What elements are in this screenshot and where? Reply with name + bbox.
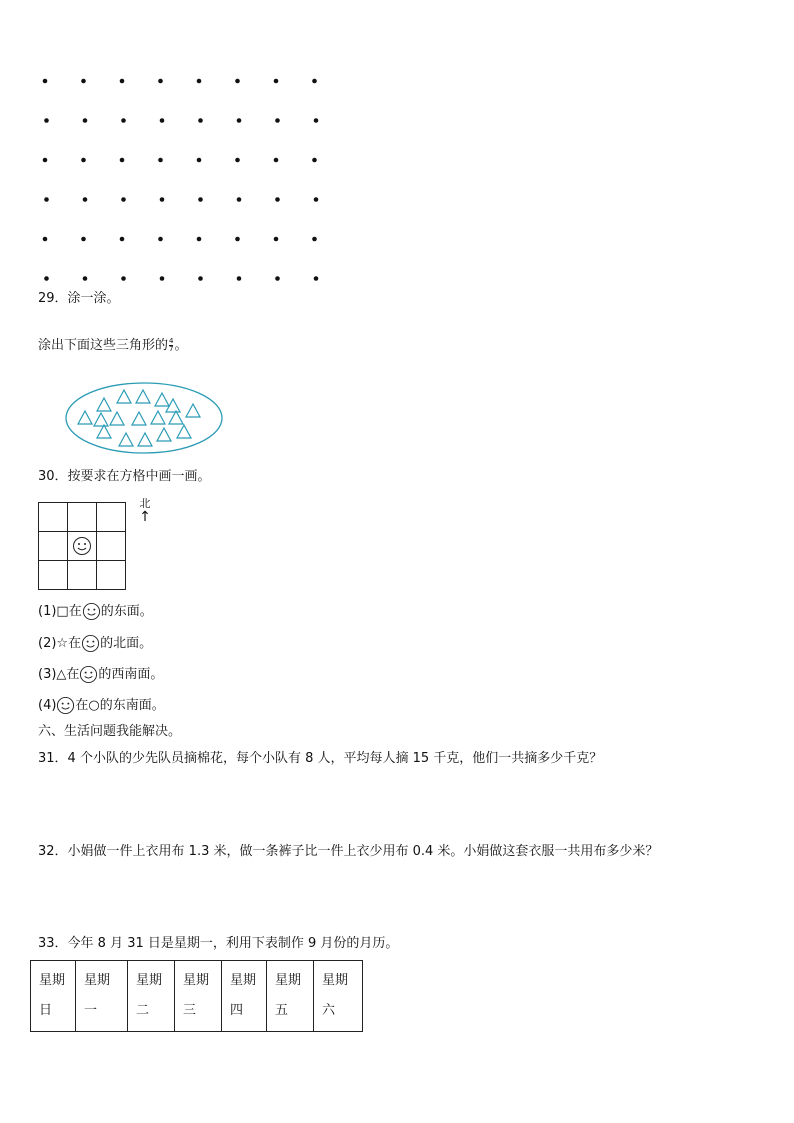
grid-dot[interactable]: [43, 237, 48, 242]
weekday-label-top: 星期: [39, 973, 66, 988]
grid-dot[interactable]: [121, 118, 126, 123]
weekday-label-top: 星期: [136, 973, 163, 988]
weekday-label-top: 星期: [230, 973, 257, 988]
triangle-ellipse-figure: [60, 378, 230, 458]
grid-dot[interactable]: [43, 158, 48, 163]
grid-cell[interactable]: [39, 561, 68, 590]
triangle-shape[interactable]: [155, 393, 169, 406]
grid-dot[interactable]: [81, 158, 86, 163]
grid-dot[interactable]: [237, 118, 242, 123]
weekday-label-bottom: 一: [84, 1003, 98, 1018]
weekday-label-bottom: 六: [322, 1003, 336, 1018]
grid-dot[interactable]: [44, 118, 49, 123]
q31-text: 31．4 个小队的少先队员摘棉花，每个小队有 8 人，平均每人摘 15 千克，他们一共摘多少千克？: [38, 751, 603, 766]
grid-dot[interactable]: [197, 158, 202, 163]
q30-item-1: (1)□在 的东面。: [38, 604, 153, 619]
triangle-shape[interactable]: [136, 390, 150, 403]
weekday-label-bottom: 四: [230, 1003, 244, 1018]
triangle-shape[interactable]: [151, 411, 165, 424]
weekday-label-top: 星期: [322, 973, 349, 988]
q29-instruction: 涂出下面这些三角形的 $\frac{4}{7}$ 。: [38, 337, 188, 353]
smiley-icon: [79, 665, 98, 684]
q30-item-2: (2)☆在 的北面。: [38, 636, 153, 651]
grid-dot[interactable]: [275, 276, 280, 281]
grid-dot[interactable]: [43, 79, 48, 84]
grid-cell[interactable]: [97, 561, 126, 590]
triangle-shape[interactable]: [94, 413, 108, 426]
north-label: 北: [139, 497, 151, 510]
grid-dot[interactable]: [83, 118, 88, 123]
smiley-icon: [82, 602, 101, 621]
grid-dot[interactable]: [235, 237, 240, 242]
grid-cell[interactable]: [97, 532, 126, 561]
grid-dot[interactable]: [198, 197, 203, 202]
triangle-shape[interactable]: [119, 433, 133, 446]
grid-dot[interactable]: [120, 79, 125, 84]
grid-dot[interactable]: [312, 158, 317, 163]
triangle-shape[interactable]: [97, 398, 111, 411]
smiley-icon: [81, 634, 100, 653]
grid-dot[interactable]: [83, 197, 88, 202]
q30-title: 30．按要求在方格中画一画。: [38, 469, 211, 484]
grid-dot[interactable]: [314, 276, 319, 281]
grid-dot[interactable]: [160, 276, 165, 281]
grid-dot[interactable]: [44, 276, 49, 281]
q30-item-3: (3)△在 的西南面。: [38, 667, 164, 682]
grid-dot[interactable]: [81, 237, 86, 242]
grid-dot[interactable]: [158, 79, 163, 84]
grid-cell[interactable]: [39, 503, 68, 532]
smiley-icon: [72, 536, 92, 556]
section-6-title: 六、生活问题我能解决。: [38, 724, 182, 739]
fraction-four-sevenths: $\frac{4}{7}$: [169, 337, 174, 353]
calendar-header-cell: [175, 961, 222, 1032]
weekday-label-bottom: 五: [275, 1003, 289, 1018]
calendar-header-table: [30, 960, 363, 1032]
grid-dot[interactable]: [81, 79, 86, 84]
calendar-header-cell: [76, 961, 128, 1032]
weekday-label-bottom: 三: [183, 1003, 197, 1018]
grid-dot[interactable]: [197, 79, 202, 84]
direction-grid: [38, 502, 126, 590]
dot-grid: [30, 70, 330, 290]
grid-dot[interactable]: [274, 79, 279, 84]
calendar-header-cell: [267, 961, 314, 1032]
triangle-shape[interactable]: [177, 425, 191, 438]
grid-dot[interactable]: [120, 237, 125, 242]
weekday-label-top: 星期: [183, 973, 210, 988]
weekday-label-top: 星期: [275, 973, 302, 988]
grid-dot[interactable]: [121, 276, 126, 281]
triangle-shape[interactable]: [132, 412, 146, 425]
grid-dot[interactable]: [274, 237, 279, 242]
q30-item-4: (4) 在○的东南面。: [38, 698, 165, 713]
q29-title: 29．涂一涂。: [38, 291, 120, 306]
triangle-shape[interactable]: [186, 404, 200, 417]
grid-dot[interactable]: [160, 118, 165, 123]
q32-text: 32．小娟做一件上衣用布 1.3 米，做一条裤子比一件上衣少用布 0.4 米。小娟做这套衣服一共用布多少米？: [38, 844, 659, 859]
smiley-icon: [56, 696, 75, 715]
grid-dot[interactable]: [314, 197, 319, 202]
calendar-header-cell: [314, 961, 363, 1032]
grid-dot[interactable]: [160, 197, 165, 202]
weekday-label-top: 星期: [84, 973, 111, 988]
grid-dot[interactable]: [83, 276, 88, 281]
grid-cell[interactable]: [97, 503, 126, 532]
calendar-header-cell: [128, 961, 175, 1032]
grid-cell[interactable]: [68, 503, 97, 532]
grid-dot[interactable]: [312, 237, 317, 242]
grid-cell-center[interactable]: [68, 532, 97, 561]
grid-dot[interactable]: [158, 158, 163, 163]
grid-cell[interactable]: [68, 561, 97, 590]
grid-cell[interactable]: [39, 532, 68, 561]
grid-dot[interactable]: [237, 197, 242, 202]
triangle-shape[interactable]: [78, 411, 92, 424]
grid-dot[interactable]: [312, 79, 317, 84]
grid-dot[interactable]: [235, 79, 240, 84]
grid-dot[interactable]: [275, 197, 280, 202]
calendar-header-cell: [31, 961, 76, 1032]
north-arrow-icon: ↑: [139, 509, 151, 525]
grid-dot[interactable]: [44, 197, 49, 202]
calendar-header-cell: [222, 961, 267, 1032]
q33-text: 33．今年 8 月 31 日是星期一，利用下表制作 9 月份的月历。: [38, 936, 399, 951]
weekday-label-bottom: 日: [39, 1003, 53, 1018]
north-indicator: [138, 498, 152, 524]
triangle-shape[interactable]: [117, 390, 131, 403]
grid-dot[interactable]: [198, 276, 203, 281]
grid-dot[interactable]: [314, 118, 319, 123]
triangle-shape[interactable]: [97, 425, 111, 438]
grid-dot[interactable]: [198, 118, 203, 123]
grid-dot[interactable]: [237, 276, 242, 281]
grid-dot[interactable]: [120, 158, 125, 163]
triangle-shape[interactable]: [138, 433, 152, 446]
triangle-shape[interactable]: [110, 412, 124, 425]
triangle-shape[interactable]: [169, 411, 183, 424]
grid-dot[interactable]: [235, 158, 240, 163]
grid-dot[interactable]: [158, 237, 163, 242]
weekday-label-bottom: 二: [136, 1003, 150, 1018]
grid-dot[interactable]: [121, 197, 126, 202]
grid-dot[interactable]: [275, 118, 280, 123]
triangle-shape[interactable]: [157, 428, 171, 441]
grid-dot[interactable]: [274, 158, 279, 163]
grid-dot[interactable]: [197, 237, 202, 242]
